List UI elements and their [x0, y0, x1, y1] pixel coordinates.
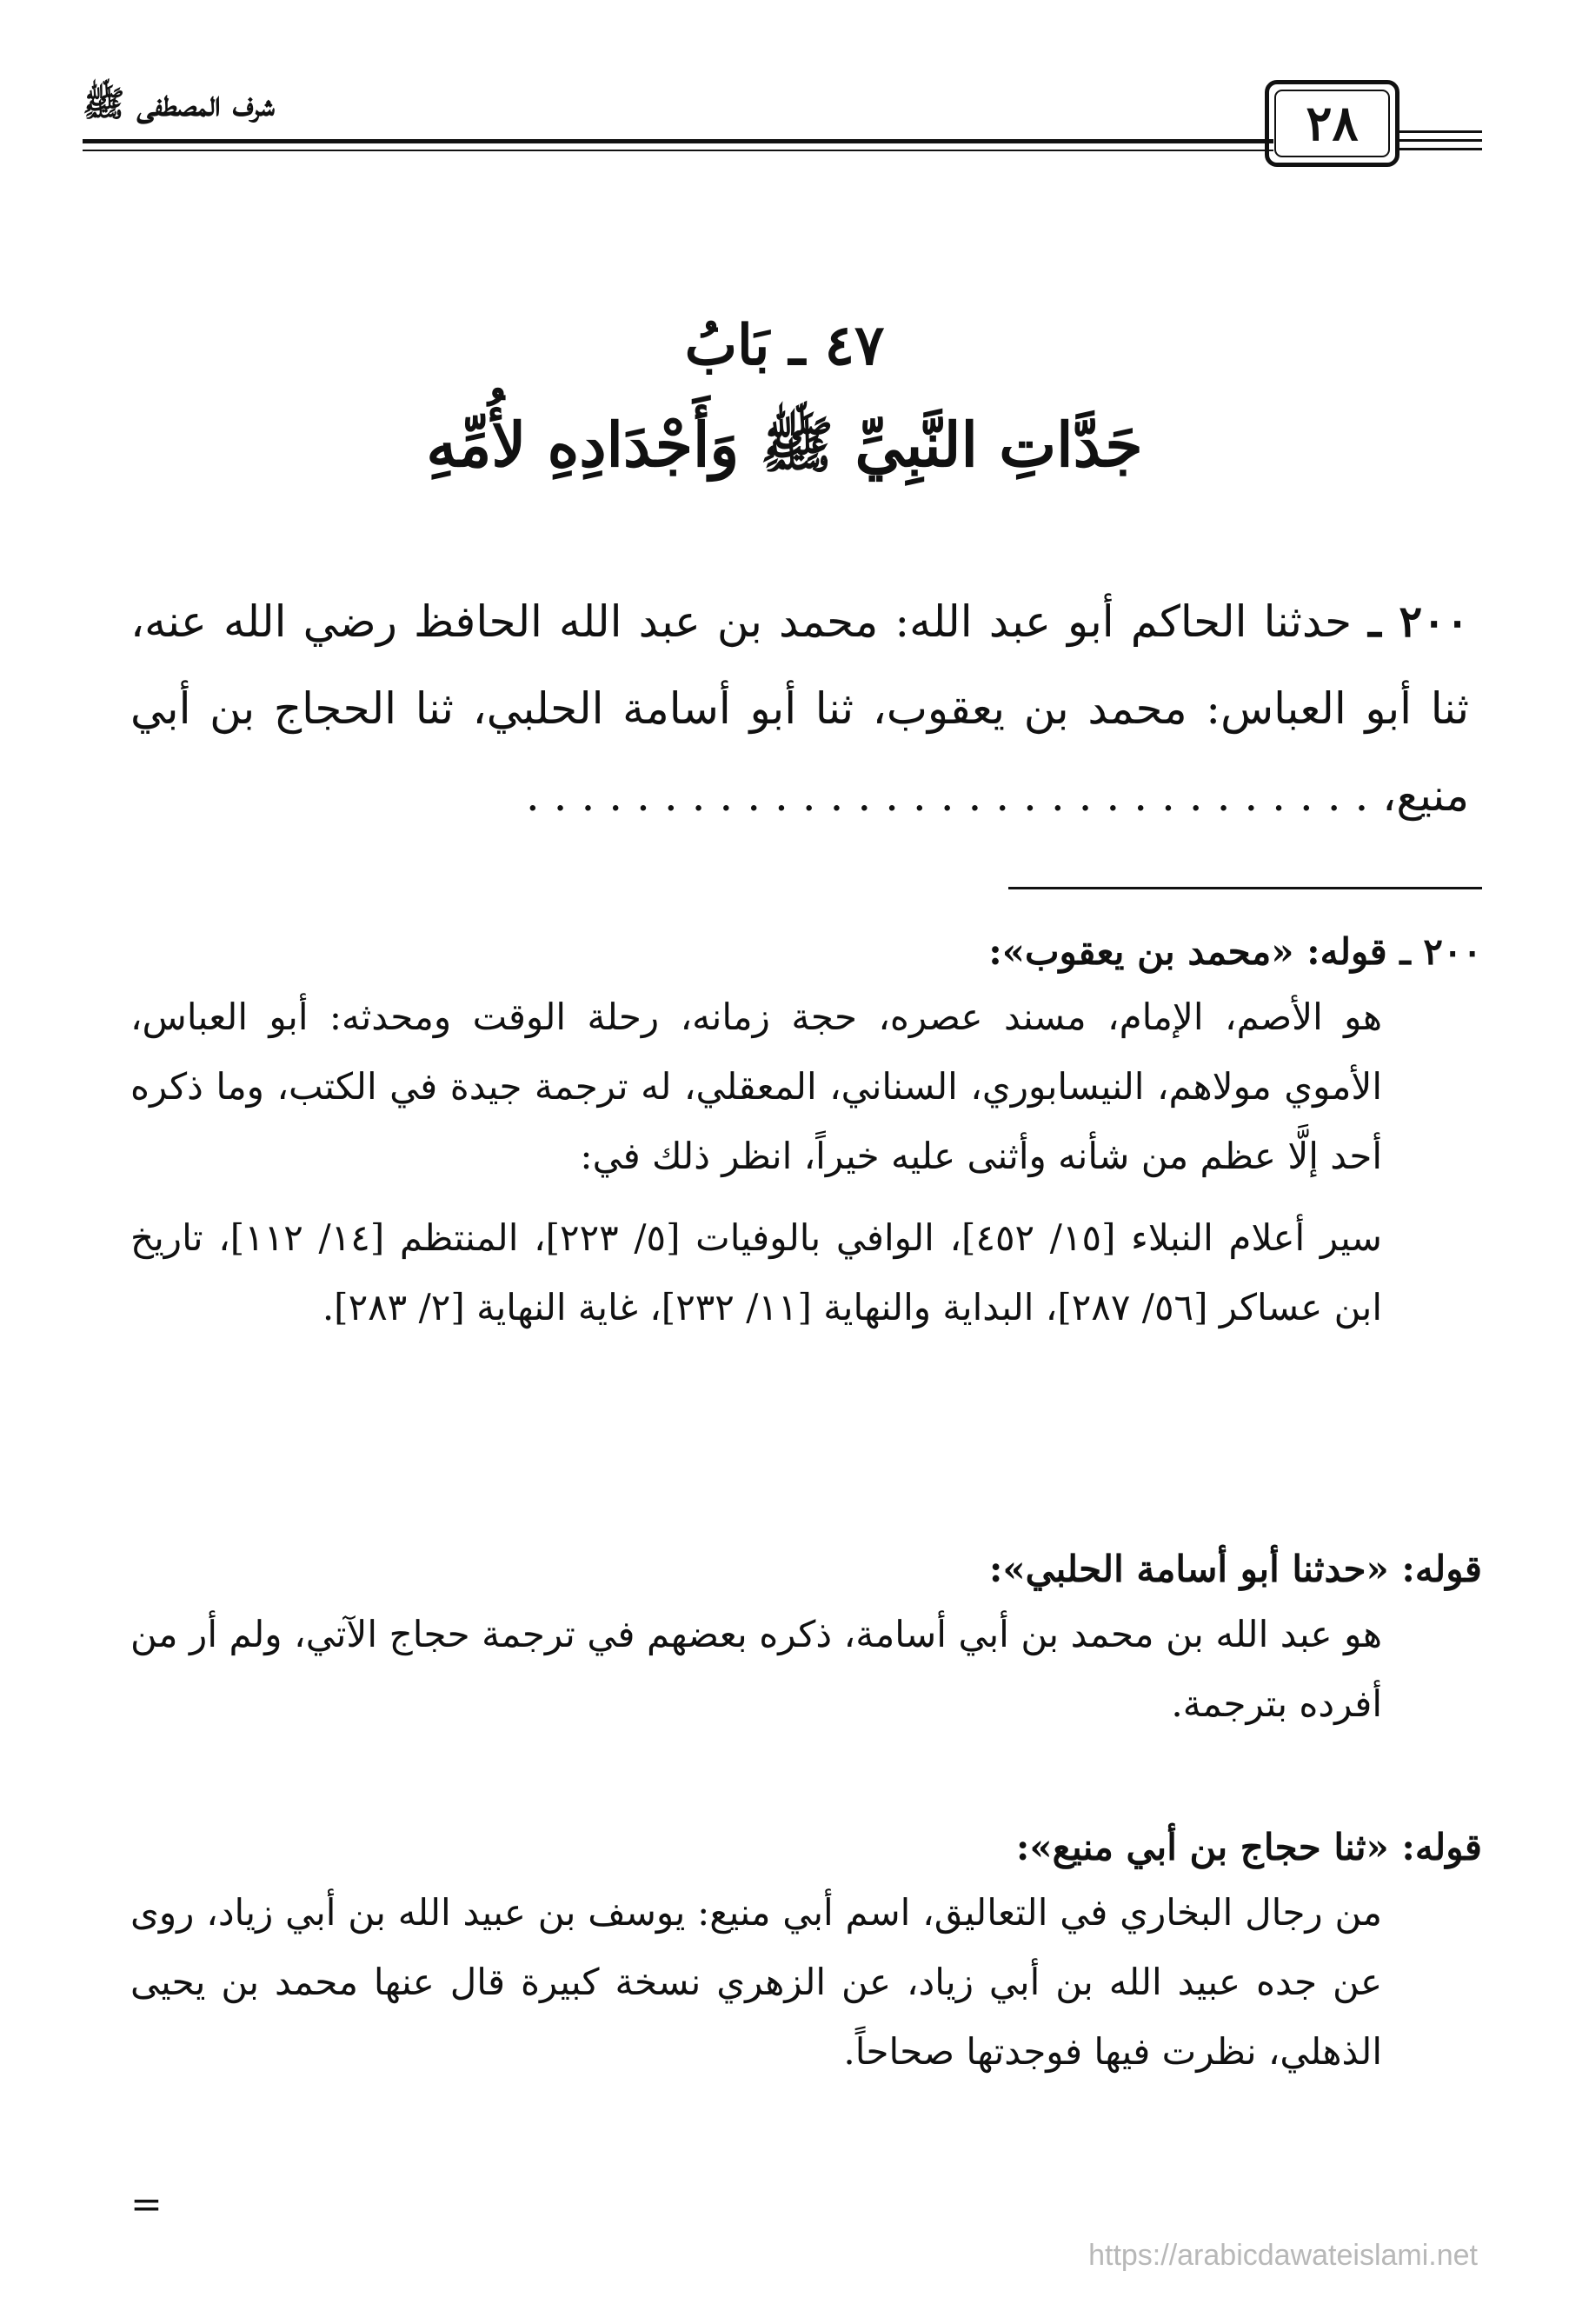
footnote-paragraph: هو الأصم، الإمام، مسند عصره، حجة زمانه، رحلة الوقت ومحدثه: أبو العباس، الأموي مولاهم، النيسابوري، السناني، المعقلي، له ترجمة جيدة في الكتب، وما ذكره أحد إلَّا عظم من شأنه وأثنى عليه خيراً، انظر ذلك في: — [130, 996, 1382, 1177]
chapter-title: جَدَّاتِ النَّبِيِّ ﷺ وَأَجْدَادِهِ لأُمِّهِ — [426, 409, 1143, 481]
footnote-paragraph: من رجال البخاري في التعاليق، اسم أبي منيع: يوسف بن عبيد الله بن أبي زياد، روى عن جده عبيد الله بن أبي زياد، عن الزهري نسخة كبيرة قال عنها محمد بن يحيى الذهلي، نظرت فيها فوجدتها صحاحاً. — [130, 1891, 1382, 2073]
chapter-number: ٤٧ ـ بَابُ — [684, 313, 885, 378]
footnote-paragraph: هو عبد الله بن محمد بن أبي أسامة، ذكره بعضهم في ترجمة حجاج الآتي، ولم أر من أفرده بترجمة. — [130, 1613, 1382, 1725]
header-ornament-line — [1399, 148, 1482, 150]
header-rule-thin — [83, 150, 1273, 151]
continuation-mark: = — [130, 2182, 163, 2227]
watermark-url: https://arabicdawateislami.net — [1088, 2239, 1478, 2272]
hadith-number: ٢٠٠ ـ — [1368, 596, 1469, 647]
footnote-heading: قوله: «حدثنا أبو أسامة الحلبي»: — [988, 1548, 1482, 1590]
running-header-title: شرف المصطفى ﷺ — [83, 83, 275, 124]
header-rule — [83, 139, 1273, 143]
footnote-entry — [130, 1817, 1482, 2099]
hadith-text-block — [130, 578, 1469, 839]
footnote-body — [130, 982, 1482, 1342]
page-number: ٢٨ — [1306, 95, 1359, 152]
footnote-heading: ٢٠٠ ـ قوله: «محمد بن يعقوب»: — [988, 930, 1482, 973]
header-ornament-line — [1399, 130, 1482, 133]
page-number-box — [1265, 80, 1399, 167]
footnote-heading: قوله: «ثنا حجاج بن أبي منيع»: — [1015, 1826, 1482, 1868]
footnote-entry — [130, 922, 1482, 1355]
header-ornament-line — [1399, 139, 1482, 142]
footnote-separator — [1008, 887, 1482, 889]
footnote-paragraph: سير أعلام النبلاء [١٥/ ٤٥٢]، الوافي بالوفيات [٥/ ٢٢٣]، المنتظم [١٤/ ١١٢]، تاريخ ابن عساكر [٥٦/ ٢٨٧]، البداية والنهاية [١١/ ٢٣٢]، غاية النهاية [٢/ ٢٨٣]. — [130, 1216, 1382, 1328]
footnote-body — [130, 1878, 1482, 2087]
hadith-text: حدثنا الحاكم أبو عبد الله: محمد بن عبد الله الحافظ رضي الله عنه، ثنا أبو العباس: محمد بن يعقوب، ثنا أبو أسامة الحلبي، ثنا الحجاج بن أبي منيع، . . . . . . . . . . . . . . . . . . . . . . . . . . . . . . . — [130, 596, 1469, 821]
footnote-body — [130, 1600, 1482, 1739]
footnote-entry — [130, 1539, 1482, 1751]
